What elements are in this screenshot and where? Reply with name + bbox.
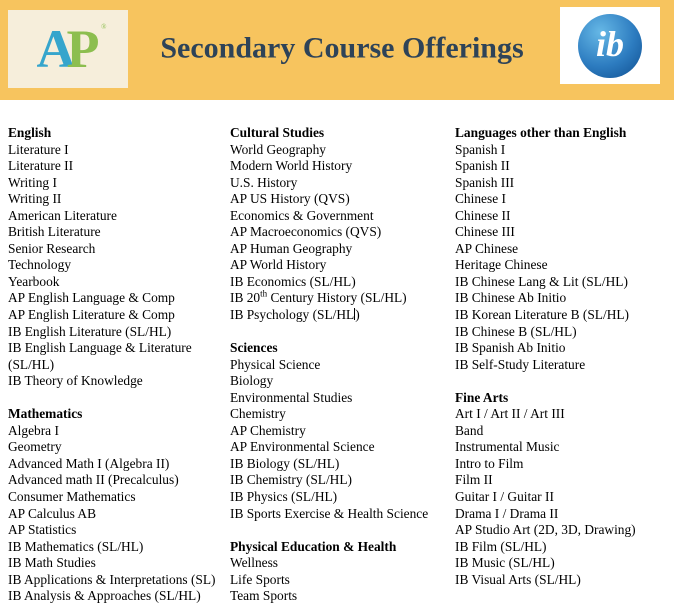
course-section [455, 390, 667, 589]
course-item: Chemistry [230, 406, 286, 422]
registered-trademark-icon: ® [101, 23, 107, 31]
course-listing [0, 100, 674, 605]
course-item: AP Studio Art (2D, 3D, Drawing) [455, 522, 636, 538]
course-item: Spanish II [455, 158, 510, 174]
ib-logo [560, 7, 660, 84]
course-item: Wellness [230, 555, 279, 571]
ib-logo-circle-icon [578, 14, 642, 78]
course-item: Spanish I [455, 141, 506, 157]
course-item: IB Mathematics (SL/HL) [8, 538, 144, 554]
course-item: Technology [8, 257, 72, 273]
column-cultural-sciences-pe [230, 125, 455, 605]
course-item: IB Chinese Lang & Lit (SL/HL) [455, 273, 628, 289]
course-item: IB Applications & Interpretations (SL) [8, 571, 216, 587]
course-item: Senior Research [8, 240, 96, 256]
course-item: Literature I [8, 141, 69, 157]
course-item: IB Chinese Ab Initio [455, 290, 567, 306]
course-item: Modern World History [230, 158, 353, 174]
course-item: Chinese III [455, 224, 515, 240]
course-item: IB Biology (SL/HL) [230, 455, 340, 471]
course-item: Advanced Math I (Algebra II) [8, 455, 170, 471]
course-item: Life Sports [230, 571, 290, 587]
course-item-text: IB Psychology (SL/HL [230, 307, 355, 323]
header-banner [0, 0, 674, 100]
course-item: British Literature [8, 224, 101, 240]
course-item: Heritage Chinese [455, 257, 548, 273]
course-item: Economics & Government [230, 207, 374, 223]
course-section [455, 125, 667, 373]
course-item: U.S. History [230, 174, 298, 190]
course-item: AP US History (QVS) [230, 191, 350, 207]
course-item: IB Spanish Ab Initio [455, 340, 566, 356]
course-item: Instrumental Music [455, 439, 560, 455]
course-item: AP Human Geography [230, 240, 353, 256]
ib-logo-text: ib [595, 23, 624, 64]
course-item: Chinese I [455, 191, 506, 207]
course-item: American Literature [8, 207, 117, 223]
ap-logo-letter-p: P [66, 19, 100, 79]
course-section [230, 340, 455, 522]
course-item: Biology [230, 373, 274, 389]
course-item: Art I / Art II / Art III [455, 406, 565, 422]
page-title: Secondary Course Offerings [160, 31, 524, 65]
course-item: Band [455, 422, 484, 438]
course-item: Intro to Film [455, 455, 524, 471]
course-item: AP Chemistry [230, 422, 306, 438]
column-languages-finearts [455, 125, 667, 605]
course-item: IB Economics (SL/HL) [230, 273, 356, 289]
course-item: IB Chemistry (SL/HL) [230, 472, 352, 488]
section-heading: Sciences [230, 340, 278, 356]
course-item: Drama I / Drama II [455, 505, 559, 521]
course-section [8, 406, 230, 605]
course-section [230, 539, 455, 605]
course-item-text: Century History (SL/HL) [267, 290, 407, 306]
course-item: World Geography [230, 141, 326, 157]
ap-logo-text [36, 19, 107, 79]
course-item: Guitar I / Guitar II [455, 488, 554, 504]
course-item: IB Analysis & Approaches (SL/HL) [8, 588, 201, 604]
course-item: IB Chinese B (SL/HL) [455, 323, 577, 339]
course-item: Geometry [8, 439, 62, 455]
course-item: AP English Language & Comp [8, 290, 175, 306]
course-item [230, 307, 455, 324]
course-item: AP Chinese [455, 240, 519, 256]
course-item: Chinese II [455, 207, 511, 223]
course-item: Environmental Studies [230, 389, 353, 405]
section-heading: English [8, 125, 52, 140]
section-heading: Mathematics [8, 406, 83, 422]
course-item: AP Macroeconomics (QVS) [230, 224, 382, 240]
course-item: AP Calculus AB [8, 505, 97, 521]
section-heading: Fine Arts [455, 389, 509, 405]
section-heading: Physical Education & Health [230, 538, 397, 554]
course-item: IB Music (SL/HL) [455, 555, 555, 571]
course-item: IB Self-Study Literature [455, 356, 586, 372]
course-item: IB Sports Exercise & Health Science [230, 505, 429, 521]
course-item: IB Physics (SL/HL) [230, 488, 338, 504]
course-item: IB Film (SL/HL) [455, 538, 547, 554]
superscript-text: th [260, 289, 268, 299]
course-item: AP Environmental Science [230, 439, 375, 455]
course-item: Literature II [8, 158, 74, 174]
course-item-text: IB 20 [230, 290, 261, 306]
course-item: AP Statistics [8, 522, 77, 538]
course-item: Spanish III [455, 174, 515, 190]
section-heading: Languages other than English [455, 125, 627, 140]
ap-logo-letter-a: A [36, 19, 76, 79]
course-item-text: ) [355, 307, 360, 323]
course-item: Film II [455, 472, 493, 488]
column-english-mathematics [8, 125, 230, 605]
course-section [230, 125, 455, 324]
course-section [8, 125, 230, 390]
course-item: IB Math Studies [8, 555, 96, 571]
section-heading: Cultural Studies [230, 125, 325, 140]
course-item: IB Theory of Knowledge [8, 373, 143, 389]
course-item: Team Sports [230, 588, 298, 604]
course-item: IB Visual Arts (SL/HL) [455, 571, 581, 587]
course-item: Physical Science [230, 356, 321, 372]
course-item: Writing I [8, 174, 57, 190]
course-item [230, 290, 455, 307]
course-item: Writing II [8, 191, 62, 207]
course-item: Algebra I [8, 422, 59, 438]
course-item: Yearbook [8, 273, 60, 289]
course-item: Consumer Mathematics [8, 488, 136, 504]
course-item: AP English Literature & Comp [8, 307, 175, 323]
course-item: IB Korean Literature B (SL/HL) [455, 307, 630, 323]
course-item: AP World History [230, 257, 327, 273]
course-item: IB English Literature (SL/HL) [8, 323, 172, 339]
ap-logo [8, 10, 128, 88]
course-item: Advanced math II (Precalculus) [8, 472, 179, 488]
course-item: IB English Language & Literature (SL/HL) [8, 340, 192, 372]
